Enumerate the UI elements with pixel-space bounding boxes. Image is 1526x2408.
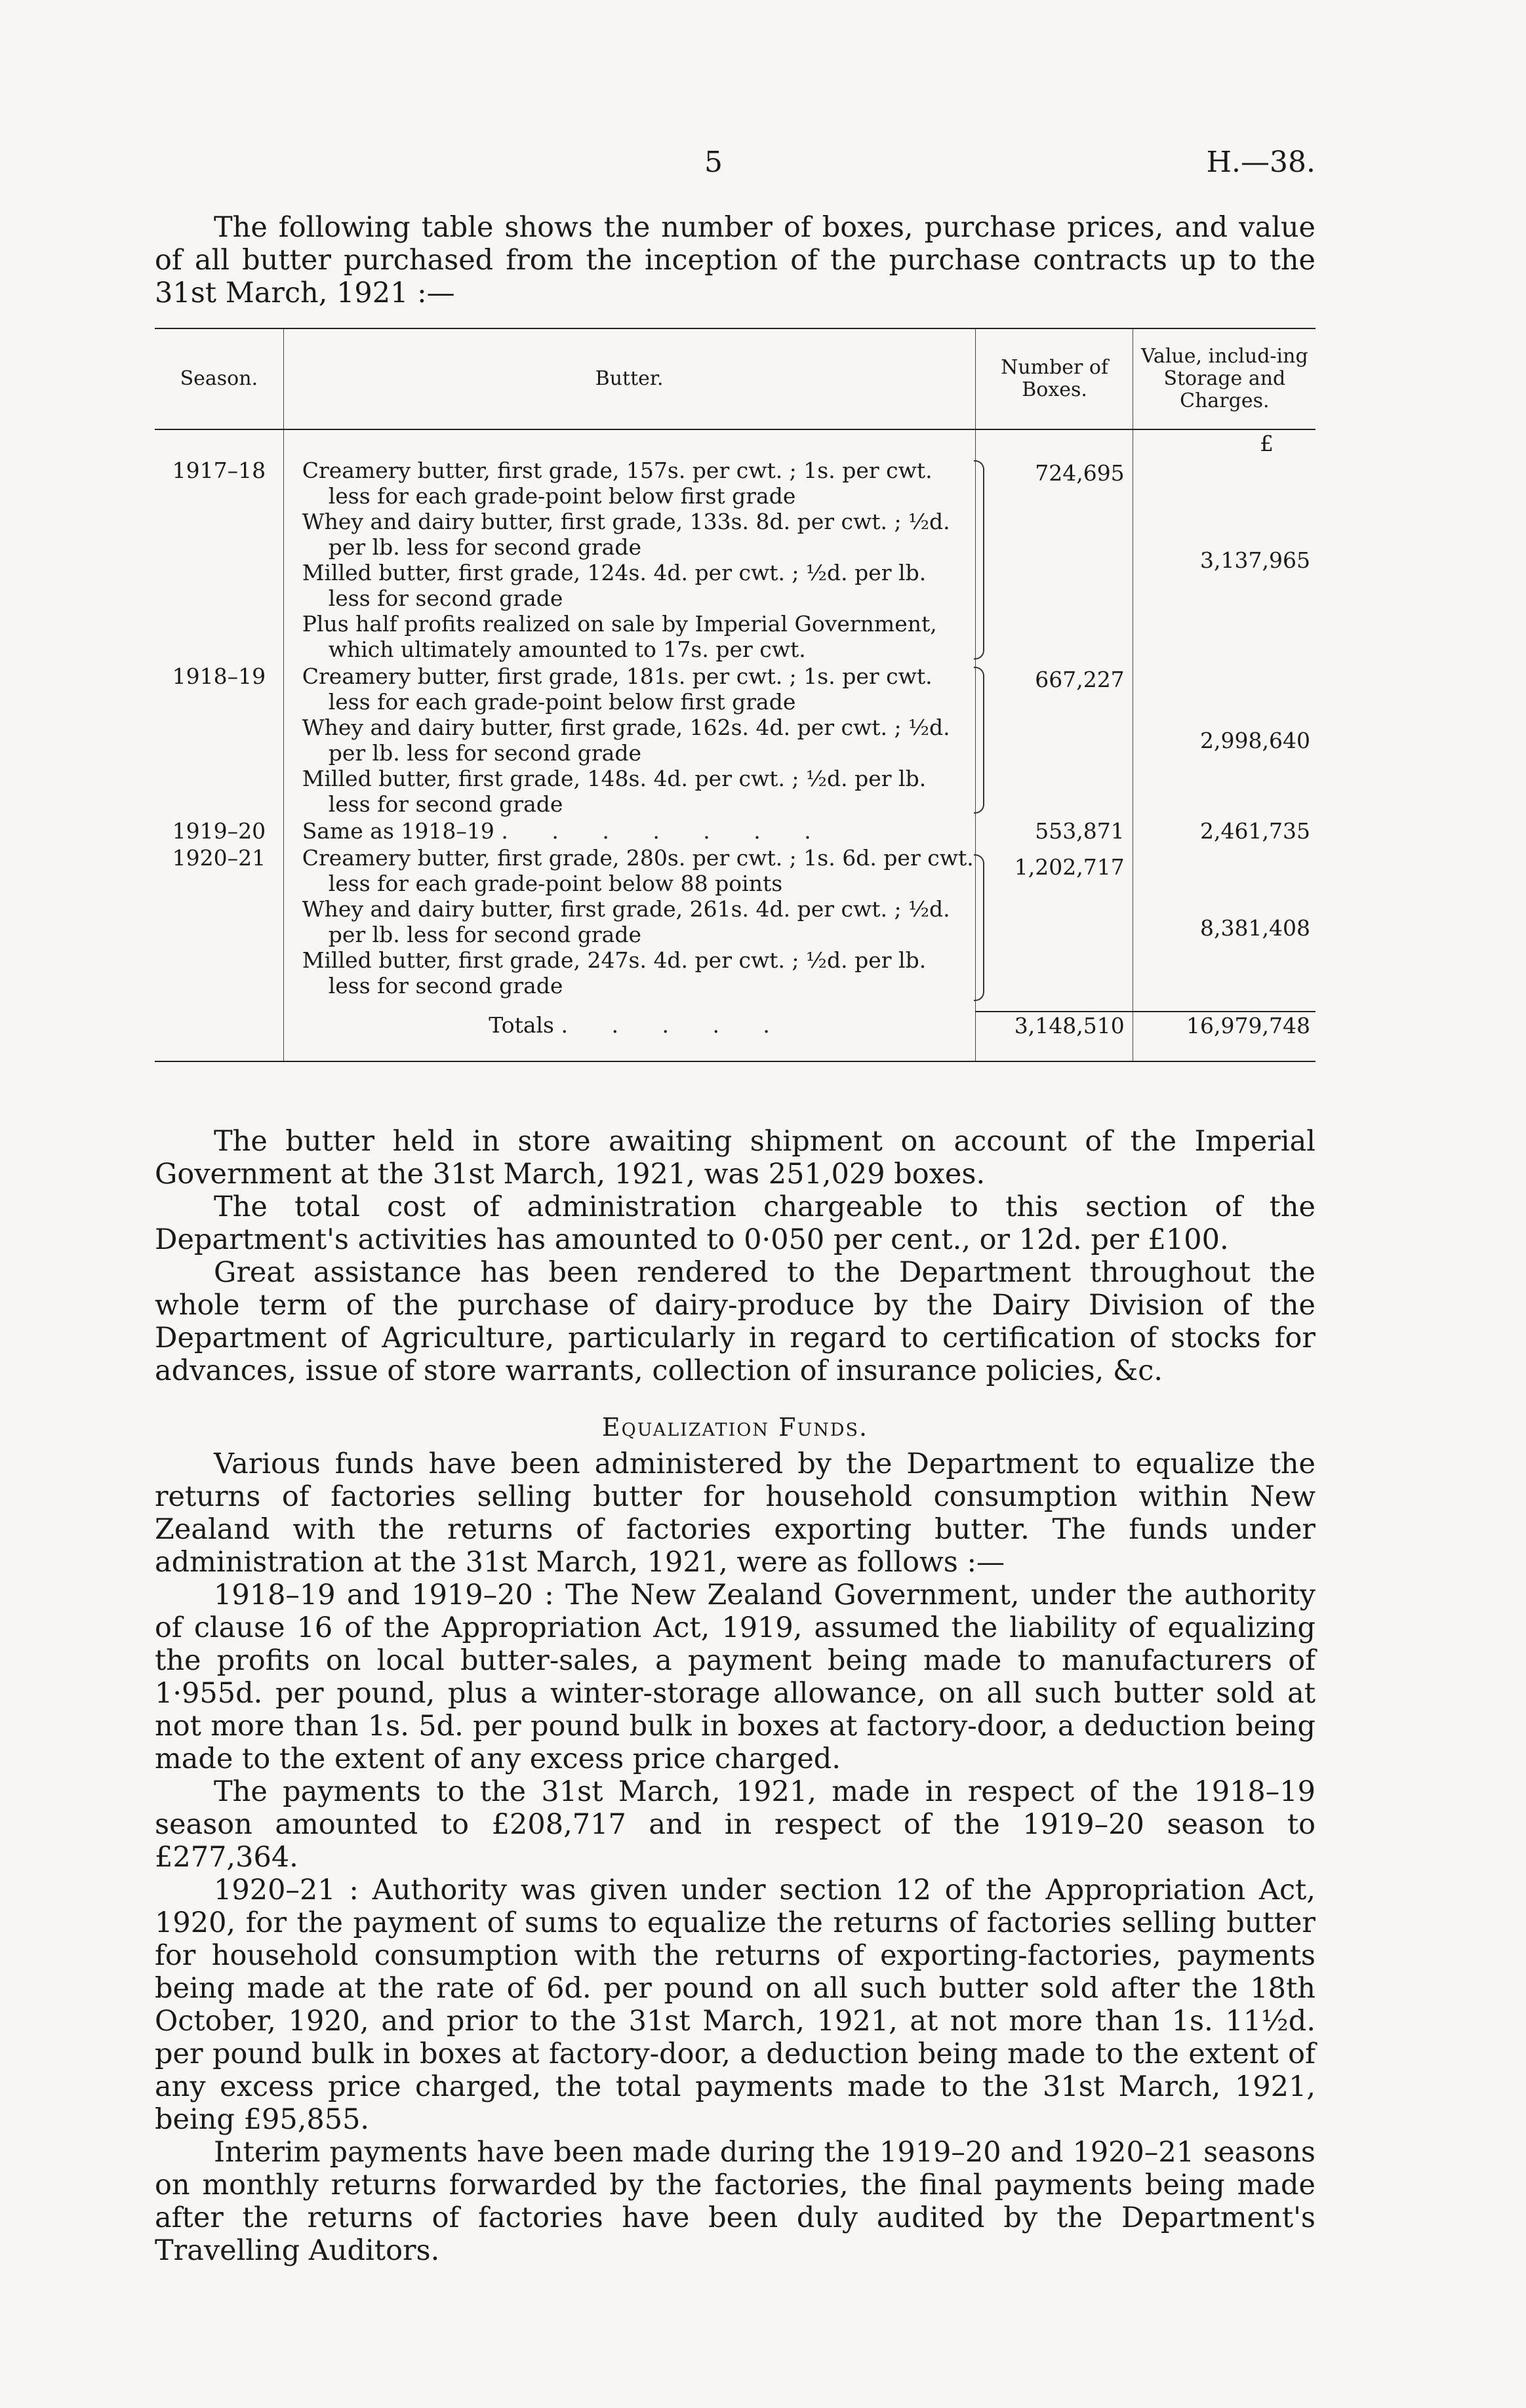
boxes-value: 1,202,717 xyxy=(1014,854,1125,880)
header-season: Season. xyxy=(155,328,283,429)
intro-paragraph: The following table shows the number of boxes, purchase prices, and value of all butter purchased from the inception of the purchase contracts up to the 31st March, 1921 :— xyxy=(155,211,1315,309)
table-row xyxy=(155,844,1315,1012)
butter-cell xyxy=(283,457,976,663)
butter-item: Creamery butter, first grade, 181s. per cwt. ; 1s. per cwt. less for each grade-point below first grade xyxy=(302,663,933,715)
boxes-cell xyxy=(976,844,1133,1012)
season-cell: 1919–20 xyxy=(155,818,283,844)
paragraph: The payments to the 31st March, 1921, made in respect of the 1918–19 season amounted to £208,717 and in respect of the 1919–20 season to £277,364. xyxy=(155,1775,1315,1874)
table-row xyxy=(155,663,1315,818)
currency-unit: £ xyxy=(1260,431,1274,456)
grouping-brace xyxy=(974,667,984,814)
value-cell: 2,461,735 xyxy=(1200,818,1310,844)
butter-item: Whey and dairy butter, first grade, 162s. 4d. per cwt. ; ½d. per lb. less for second grade xyxy=(302,715,950,766)
page-number: 5 xyxy=(704,146,723,179)
boxes-cell: 553,871 xyxy=(976,818,1133,844)
header-value: Value, includ-ing Storage and Charges. xyxy=(1133,328,1315,429)
butter-item: Creamery butter, first grade, 157s. per cwt. ; 1s. per cwt. less for each grade-point below first grade xyxy=(302,458,933,509)
section-heading: Equalization Funds. xyxy=(601,1413,869,1442)
paragraph: Interim payments have been made during the 1919–20 and 1920–21 seasons on monthly returns forwarded by the factories, the final payments being made after the returns of factories have been duly audited by the Department's Travelling Auditors. xyxy=(155,2136,1315,2267)
boxes-value: 667,227 xyxy=(1035,667,1125,692)
butter-cell xyxy=(283,818,976,844)
value-cell: 2,998,640 xyxy=(1200,727,1310,753)
butter-item: Milled butter, first grade, 148s. 4d. per cwt. ; ½d. per lb. less for second grade xyxy=(302,766,927,817)
paragraph: Various funds have been administered by the Department to equalize the returns of factories selling butter for household consumption within New Zealand with the returns of factories exporting butter. The funds under administration at the 31st March, 1921, were as follows :— xyxy=(155,1448,1315,1579)
butter-item: Milled butter, first grade, 124s. 4d. per cwt. ; ½d. per lb. less for second grade xyxy=(302,560,927,611)
paragraph: The total cost of administration chargeable to this section of the Department's activities has amounted to 0·050 per cent., or 12d. per £100. xyxy=(155,1191,1315,1256)
boxes-cell xyxy=(976,457,1133,663)
totals-label-cell xyxy=(283,1012,976,1061)
paragraph: The butter held in store awaiting shipment on account of the Imperial Government at the 31st March, 1921, was 251,029 boxes. xyxy=(155,1125,1315,1191)
butter-purchases-table xyxy=(155,328,1315,1062)
page-header xyxy=(155,146,1315,185)
body-text xyxy=(155,1125,1315,2267)
butter-cell xyxy=(283,663,976,818)
season-cell: 1920–21 xyxy=(155,844,283,1012)
totals-value: 16,979,748 xyxy=(1133,1012,1315,1061)
boxes-cell xyxy=(976,663,1133,818)
header-boxes: Number of Boxes. xyxy=(976,328,1133,429)
header-butter: Butter. xyxy=(283,328,976,429)
butter-item: Milled butter, first grade, 247s. 4d. per cwt. ; ½d. per lb. less for second grade xyxy=(302,947,927,998)
grouping-brace xyxy=(974,854,984,1001)
butter-item: Whey and dairy butter, first grade, 261s. 4d. per cwt. ; ½d. per lb. less for second grade xyxy=(302,896,950,947)
leader-dots: . . . . . xyxy=(561,1012,788,1038)
paragraph: 1918–19 and 1919–20 : The New Zealand Government, under the authority of clause 16 of the Appropriation Act, 1919, assumed the liability of equalizing the profits on local butter-sales, a payment being made to manufacturers of 1·955d. per pound, plus a winter-storage allowance, on all such butter sold at not more than 1s. 5d. per pound bulk in boxes at factory-door, a deduction being made to the extent of any excess price charged. xyxy=(155,1579,1315,1775)
totals-row xyxy=(155,1012,1315,1061)
season-cell: 1918–19 xyxy=(155,663,283,818)
grouping-brace xyxy=(974,460,984,660)
table-row xyxy=(155,457,1315,663)
butter-item: Plus half profits realized on sale by Imperial Government, which ultimately amounted to 17s. per cwt. xyxy=(302,611,937,662)
table-row xyxy=(155,818,1315,844)
value-cell: 8,381,408 xyxy=(1200,915,1310,941)
paragraph: Great assistance has been rendered to the Department throughout the whole term of the purchase of dairy-produce by the Dairy Division of the Department of Agriculture, particularly in regard to certification of stocks for advances, issue of store warrants, collection of insurance policies, &c. xyxy=(155,1256,1315,1387)
season-cell: 1917–18 xyxy=(155,457,283,663)
totals-boxes: 3,148,510 xyxy=(976,1012,1133,1061)
butter-cell xyxy=(283,844,976,1012)
leader-dots: . . . . . . . xyxy=(501,818,830,844)
unit-row xyxy=(155,429,1315,457)
totals-label: Totals xyxy=(489,1012,554,1038)
value-cell: 3,137,965 xyxy=(1200,547,1310,573)
table-header-row xyxy=(155,328,1315,429)
butter-item: Whey and dairy butter, first grade, 133s. 8d. per cwt. ; ½d. per lb. less for second grade xyxy=(302,509,950,560)
paragraph: 1920–21 : Authority was given under section 12 of the Appropriation Act, 1920, for the payment of sums to equalize the returns of factories selling butter for household consumption with the returns of exporting-factories, payments being made at the rate of 6d. per pound on all such butter sold after the 18th October, 1920, and prior to the 31st March, 1921, at not more than 1s. 11½d. per pound bulk in boxes at factory-door, a deduction being made to the extent of any excess price charged, the total payments made to the 31st March, 1921, being £95,855. xyxy=(155,1874,1315,2136)
butter-item: Same as 1918–19 xyxy=(302,818,494,844)
butter-item: Creamery butter, first grade, 280s. per cwt. ; 1s. 6d. per cwt. less for each grade-point below 88 points xyxy=(302,845,974,896)
document-reference: H.—38. xyxy=(1206,146,1315,179)
boxes-value: 724,695 xyxy=(1035,460,1125,486)
